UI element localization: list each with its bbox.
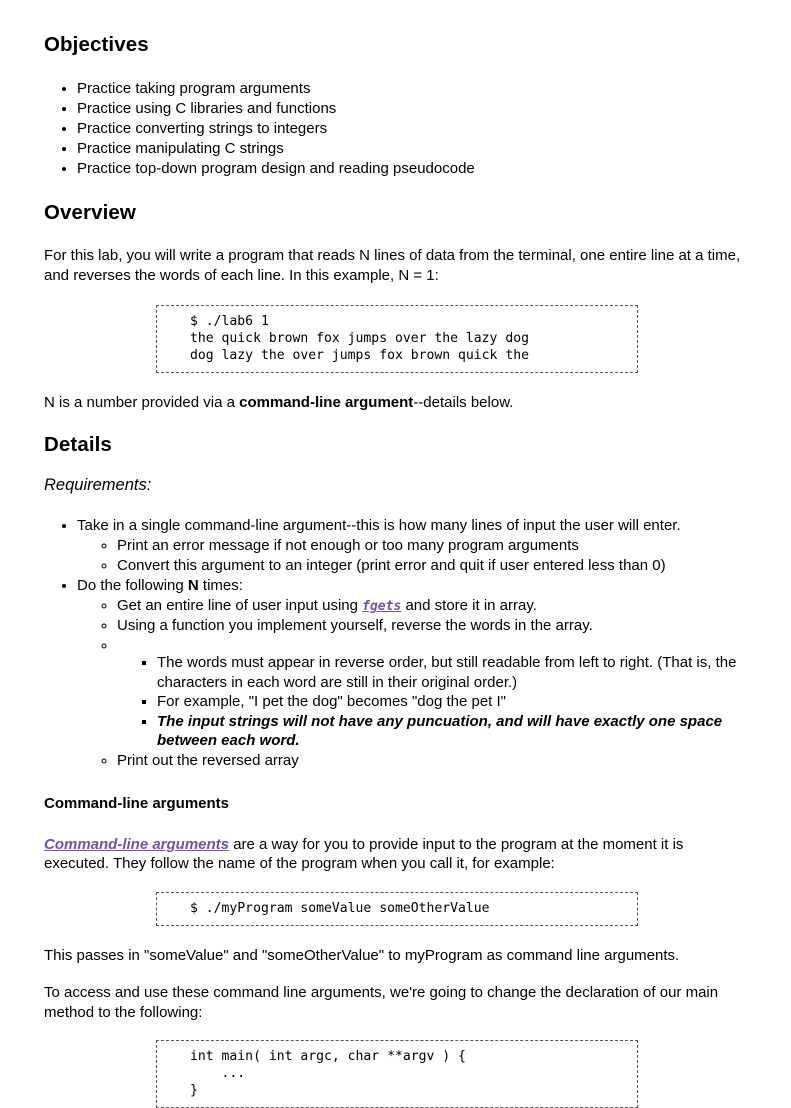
- overview-paragraph: For this lab, you will write a program that reads N lines of data from the terminal, one entire line at a time, and reverses the words of each line. In this example, N = 1:: [44, 247, 741, 284]
- paragraph-1-rest: are a way for you to provide input to the program at the moment it is executed. They follow the name of the program when you call it, for example:: [44, 835, 684, 873]
- fgets-link[interactable]: fgets: [362, 599, 402, 615]
- list-item: ▪ The words must appear in reverse order, but still readable from left to right. (That is, the characters in each word are still in their original order.): [157, 653, 747, 692]
- list-item: ◦ Print an error message if not enough or too many program arguments: [117, 536, 747, 556]
- list-item-take-argument: • Take in a single command-line argument--this is how many lines of input the user will enter.: [77, 516, 747, 536]
- code-block-main-signature-wrapper: [156, 1040, 638, 1108]
- overview-heading: Overview: [44, 200, 136, 224]
- command-line-arguments-paragraph-1: [44, 835, 747, 874]
- requirements-label: Requirements:: [44, 476, 152, 495]
- requirements-sublist-2: [77, 596, 747, 771]
- list-item: ▪ For example, "I pet the dog" becomes "dog the pet I": [157, 692, 747, 712]
- list-item: • Practice converting strings to integers: [77, 119, 747, 139]
- requirements-list: [44, 516, 747, 771]
- requirements-sublist-3: [117, 653, 747, 751]
- list-item-fgets: [117, 596, 747, 616]
- code-block-example-run-wrapper: [156, 305, 638, 373]
- code-block-myprogram-wrapper: [156, 892, 638, 926]
- list-item-emphasized: ▪ The input strings will not have any puncuation, and will have exactly one space between each word.: [157, 712, 747, 751]
- list-item-empty: [117, 636, 747, 653]
- list-item: ◦ Using a function you implement yourself, reverse the words in the array.: [117, 616, 747, 636]
- code-block-example-run: $ ./lab6 1 the quick brown fox jumps over the lazy dog dog lazy the over jumps fox brown quick the: [156, 305, 638, 373]
- fgets-suffix: and store it in array.: [401, 597, 537, 615]
- details-heading: Details: [44, 432, 112, 456]
- list-item: • Practice taking program arguments: [77, 79, 747, 99]
- list-item: ◦ Convert this argument to an integer (print error and quit if user entered less than 0): [117, 556, 747, 576]
- command-line-arguments-paragraph-3: To access and use these command line arguments, we're going to change the declaration of our main method to the following:: [44, 984, 719, 1021]
- command-line-arguments-paragraph-2: This passes in "someValue" and "someOtherValue" to myProgram as command line arguments.: [44, 946, 680, 964]
- command-line-arguments-heading: Command-line arguments: [44, 794, 230, 812]
- fgets-prefix: Get an entire line of user input using: [117, 597, 363, 615]
- do-n-times-prefix: Do the following: [77, 577, 188, 595]
- list-item: • Practice top-down program design and reading pseudocode: [77, 159, 747, 179]
- document-content: [44, 33, 747, 1108]
- objectives-heading: Objectives: [44, 33, 149, 56]
- objectives-list: [44, 79, 747, 179]
- code-block-main-signature: int main( int argc, char **argv ) { ... }: [156, 1040, 638, 1108]
- overview-argument-note: [44, 393, 747, 413]
- do-n-times-suffix: times:: [198, 577, 243, 595]
- list-item: • Practice manipulating C strings: [77, 139, 747, 159]
- code-block-myprogram: $ ./myProgram someValue someOtherValue: [156, 892, 638, 926]
- argument-note-prefix: N is a number provided via a: [44, 394, 240, 412]
- command-line-arguments-link[interactable]: Command-line arguments: [44, 835, 230, 853]
- argument-note-suffix: --details below.: [413, 394, 514, 412]
- argument-note-bold: command-line argument: [239, 394, 414, 412]
- list-item: • Practice using C libraries and functions: [77, 99, 747, 119]
- list-item-do-n-times: [77, 576, 747, 596]
- list-item: ◦ Print out the reversed array: [117, 751, 747, 771]
- do-n-times-bold: N: [187, 577, 199, 595]
- requirements-sublist-1: [77, 536, 747, 576]
